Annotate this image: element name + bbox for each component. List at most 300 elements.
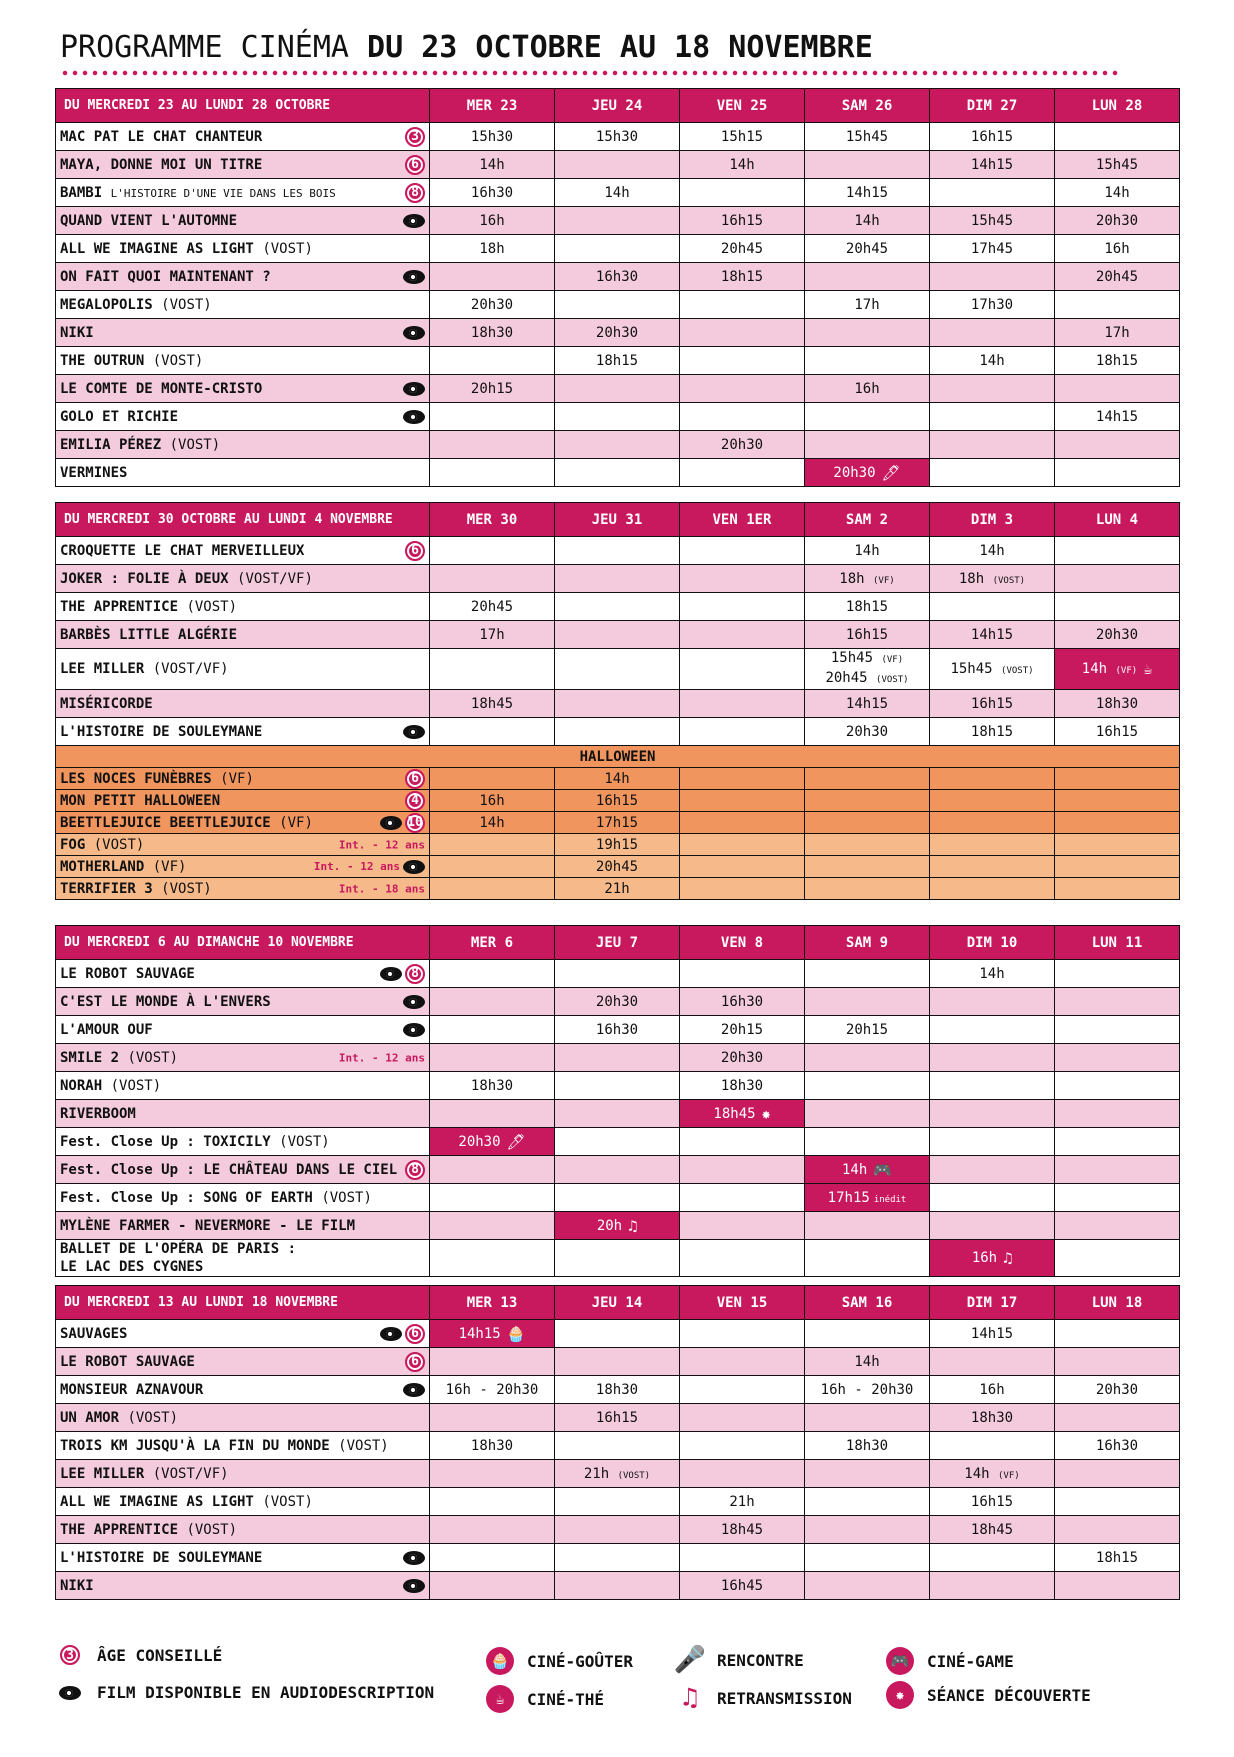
showtime-cell <box>430 1320 555 1348</box>
film-title: EMILIA PÉREZ <box>60 436 162 453</box>
showtime-cell <box>555 565 680 593</box>
film-title-cell <box>56 1016 430 1044</box>
legend-seance-decouverte-label: SÉANCE DÉCOUVERTE <box>927 1685 1091 1705</box>
showtime-cell <box>555 593 680 621</box>
film-row <box>56 459 1180 487</box>
showtime: 14h <box>1104 184 1130 201</box>
showtime-cell <box>555 878 680 900</box>
showtime-cell <box>930 1572 1055 1600</box>
age-restriction: Int. - 18 ans <box>338 882 425 895</box>
showtime-cell <box>805 812 930 834</box>
age-badge-icon: 8 <box>405 183 425 203</box>
film-title: VERMINES <box>60 464 128 481</box>
event-icon: 🎮 <box>873 1160 892 1179</box>
film-marks <box>403 270 425 284</box>
film-version: (VOST) <box>262 1493 313 1510</box>
showtime-cell <box>555 768 680 790</box>
audiodescription-eye-icon <box>403 382 425 396</box>
halloween-film-row <box>56 878 1180 900</box>
showtime-cell <box>930 403 1055 431</box>
film-marks <box>405 155 425 175</box>
film-row <box>56 431 1180 459</box>
showtime: 15h30 <box>595 128 639 145</box>
showtime-cell <box>555 1516 680 1544</box>
film-row <box>56 1128 1180 1156</box>
film-row <box>56 403 1180 431</box>
film-title: QUAND VIENT L'AUTOMNE <box>60 212 238 229</box>
showtime-cell <box>930 1432 1055 1460</box>
showtime-cell <box>1055 565 1180 593</box>
showtime-cell <box>805 347 930 375</box>
showtime-cell <box>430 1376 555 1404</box>
gamepad-icon: 🎮 <box>886 1647 914 1675</box>
film-title: MYLÈNE FARMER - NEVERMORE - LE FILM <box>60 1217 356 1234</box>
showtime: 16h <box>479 792 505 809</box>
showtime: 16h <box>479 212 505 229</box>
showtime-cell <box>1055 1156 1180 1184</box>
cupcake-icon: 🧁 <box>486 1647 514 1675</box>
film-version: (VOST) <box>110 1077 162 1094</box>
week-period: DU MERCREDI 30 OCTOBRE AU LUNDI 4 NOVEMBRE <box>56 503 430 537</box>
showtime: 20h45 <box>595 858 639 875</box>
showtime-cell <box>555 1320 680 1348</box>
showtime: 14h15 <box>845 695 889 712</box>
showtime-cell <box>680 319 805 347</box>
film-title: JOKER : FOLIE À DEUX <box>60 570 229 587</box>
showtime-cell <box>680 1100 805 1128</box>
showtime: 18h15 <box>595 352 639 369</box>
film-title: TERRIFIER 3 <box>60 880 153 897</box>
film-row <box>56 151 1180 179</box>
day-header: JEU 24 <box>555 89 680 123</box>
showtime-cell <box>430 1212 555 1240</box>
showtime-cell <box>555 263 680 291</box>
showtime: 18h15 <box>845 598 889 615</box>
showtime: 14h <box>979 542 1005 559</box>
film-title: MISÉRICORDE <box>60 695 153 712</box>
showtime-cell <box>805 649 930 690</box>
showtime-cell <box>430 1016 555 1044</box>
film-marks <box>405 1160 425 1180</box>
showtime: 20h15 <box>845 1021 889 1038</box>
film-version: (VF) <box>220 770 254 787</box>
showtime: 18h45 <box>720 1521 764 1538</box>
halloween-film-row <box>56 856 1180 878</box>
showtime: 16h45 <box>720 1577 764 1594</box>
showtime-cell <box>555 649 680 690</box>
showtime-cell <box>555 1376 680 1404</box>
film-title: BAMBI <box>60 184 103 201</box>
showtime: 16h15 <box>720 212 764 229</box>
legend-rencontre <box>675 1647 804 1673</box>
showtime-cell <box>1055 593 1180 621</box>
showtime-cell <box>430 263 555 291</box>
showtime: 14h15 <box>970 1325 1014 1342</box>
showtime-cell <box>930 1044 1055 1072</box>
film-row <box>56 1544 1180 1572</box>
halloween-film-row <box>56 768 1180 790</box>
showtime: 18h30 <box>595 1381 639 1398</box>
showtime-cell <box>805 621 930 649</box>
showtime: 17h30 <box>970 296 1014 313</box>
showtime-cell <box>430 1544 555 1572</box>
film-title: NIKI <box>60 1577 94 1594</box>
age-badge-icon: 6 <box>405 769 425 789</box>
showtime-cell <box>805 179 930 207</box>
showtime-cell <box>1055 768 1180 790</box>
showtime: 16h30 <box>595 268 639 285</box>
day-header: JEU 31 <box>555 503 680 537</box>
showtime: 20h30 <box>595 324 639 341</box>
film-marks <box>403 995 425 1009</box>
showtime: 18h15 <box>970 723 1014 740</box>
showtime: 16h15 <box>970 1493 1014 1510</box>
film-title-cell <box>56 1100 430 1128</box>
film-title-cell <box>56 1072 430 1100</box>
showtime-cell <box>930 123 1055 151</box>
film-row <box>56 263 1180 291</box>
showtime-cell <box>430 649 555 690</box>
schedule-week-table <box>55 88 1180 487</box>
showtime-cell <box>430 123 555 151</box>
film-row <box>56 960 1180 988</box>
day-header: JEU 7 <box>555 926 680 960</box>
showtime: 14h15 <box>1095 408 1139 425</box>
film-title-cell <box>56 649 430 690</box>
film-title-cell <box>56 1404 430 1432</box>
film-title-cell <box>56 1544 430 1572</box>
showtime-cell <box>805 878 930 900</box>
showtime-cell <box>680 878 805 900</box>
film-marks <box>403 1383 425 1397</box>
event-icon: ♫ <box>628 1216 638 1235</box>
showtime: 15h45 (VOST) <box>950 661 1034 677</box>
showtime: 20h30 <box>1095 626 1139 643</box>
event-icon: 🧁 <box>506 1324 526 1343</box>
legend <box>55 1645 1179 1735</box>
showtime-cell <box>805 1184 930 1212</box>
showtime: 18h30 <box>970 1409 1014 1426</box>
showtime-cell <box>680 207 805 235</box>
showtime-cell <box>805 319 930 347</box>
film-row <box>56 1348 1180 1376</box>
day-header: LUN 11 <box>1055 926 1180 960</box>
showtime-cell <box>1055 1432 1180 1460</box>
showtime-cell <box>1055 988 1180 1016</box>
showtime-cell <box>1055 179 1180 207</box>
day-header: VEN 8 <box>680 926 805 960</box>
showtime-cell <box>430 1432 555 1460</box>
audiodescription-eye-icon <box>403 214 425 228</box>
showtime-cell <box>1055 459 1180 487</box>
showtime-cell <box>1055 1404 1180 1432</box>
showtime: 16h <box>1104 240 1130 257</box>
film-title: THE APPRENTICE <box>60 598 179 615</box>
legend-age <box>55 1645 222 1665</box>
showtime-cell <box>930 1348 1055 1376</box>
showtime-cell <box>930 1516 1055 1544</box>
film-title: LE ROBOT SAUVAGE <box>60 1353 195 1370</box>
showtime-cell <box>805 263 930 291</box>
showtime: 16h <box>854 380 880 397</box>
audiodescription-eye-icon <box>403 270 425 284</box>
showtime: 14h <box>604 770 630 787</box>
day-header: DIM 3 <box>930 503 1055 537</box>
showtime-cell <box>680 1572 805 1600</box>
showtime-cell <box>680 403 805 431</box>
film-version: (VOST) <box>152 352 204 369</box>
showtime: 16h30 <box>1095 1437 1139 1454</box>
showtime-cell <box>1055 621 1180 649</box>
film-title-line: BALLET DE L'OPÉRA DE PARIS : <box>60 1241 297 1257</box>
legend-cine-game <box>885 1647 1014 1675</box>
film-marks <box>314 860 425 874</box>
showtime-cell <box>1055 1320 1180 1348</box>
showtime-cell <box>930 690 1055 718</box>
showtime-cell <box>555 151 680 179</box>
showtime-cell <box>930 812 1055 834</box>
showtime-cell <box>805 1376 930 1404</box>
film-title-cell <box>56 718 430 746</box>
showtime-cell <box>430 1156 555 1184</box>
showtime-cell <box>930 878 1055 900</box>
film-title: FOG <box>60 836 86 853</box>
showtime-cell <box>680 1376 805 1404</box>
showtime-cell <box>1055 123 1180 151</box>
legend-ad <box>55 1683 434 1702</box>
audiodescription-eye-icon <box>380 967 402 981</box>
showtime-cell <box>555 235 680 263</box>
showtime-cell <box>555 1240 680 1277</box>
music-note-icon: ♫ <box>682 1683 698 1713</box>
film-version: (VF) <box>152 858 187 875</box>
film-title-cell <box>56 1044 430 1072</box>
showtime-cell <box>805 1488 930 1516</box>
film-version: (VOST) <box>262 240 313 257</box>
film-row <box>56 988 1180 1016</box>
film-title-cell <box>56 1572 430 1600</box>
showtime-cell <box>680 649 805 690</box>
showtime: 20h45 <box>1095 268 1139 285</box>
day-header: VEN 1ER <box>680 503 805 537</box>
showtime-cell <box>430 718 555 746</box>
legend-age-label: ÂGE CONSEILLÉ <box>97 1645 223 1665</box>
showtime-cell <box>805 207 930 235</box>
showtime-cell <box>930 718 1055 746</box>
week-header-row <box>56 926 1180 960</box>
showtime-cell <box>680 790 805 812</box>
showtime-cell <box>555 1184 680 1212</box>
showtime-cell <box>930 1544 1055 1572</box>
showtime-cell <box>680 768 805 790</box>
film-title: TROIS KM JUSQU'À LA FIN DU MONDE <box>60 1437 330 1454</box>
showtime-cell <box>930 319 1055 347</box>
showtime-cell <box>555 790 680 812</box>
film-row <box>56 649 1180 690</box>
film-title-cell <box>56 1240 430 1277</box>
day-header: LUN 18 <box>1055 1286 1180 1320</box>
halloween-label: HALLOWEEN <box>56 746 1180 768</box>
showtime-cell <box>430 690 555 718</box>
day-header: LUN 28 <box>1055 89 1180 123</box>
film-row <box>56 1516 1180 1544</box>
film-row <box>56 1100 1180 1128</box>
showtime-cell <box>680 1516 805 1544</box>
showtime-cell <box>430 593 555 621</box>
showtime: 20h30 <box>1095 212 1139 229</box>
showtime-cell <box>805 1432 930 1460</box>
showtime-cell <box>430 812 555 834</box>
day-header: VEN 15 <box>680 1286 805 1320</box>
showtime-cell <box>430 1184 555 1212</box>
showtime-cell <box>805 403 930 431</box>
showtime: 20h30 <box>458 1133 501 1150</box>
showtime: 15h15 <box>720 128 764 145</box>
film-title: MEGALOPOLIS <box>60 296 153 313</box>
showtime-cell <box>1055 1128 1180 1156</box>
showtime: 14h15 <box>458 1325 501 1342</box>
showtime-cell <box>680 1460 805 1488</box>
showtime-cell <box>680 1128 805 1156</box>
film-marks <box>405 1352 425 1372</box>
week-period: DU MERCREDI 23 AU LUNDI 28 OCTOBRE <box>56 89 430 123</box>
film-title: L'HISTOIRE DE SOULEYMANE <box>60 1549 263 1566</box>
film-subtitle: L'HISTOIRE D'UNE VIE DANS LES BOIS <box>110 186 336 200</box>
film-title: MON PETIT HALLOWEEN <box>60 792 221 809</box>
event-icon: ♫ <box>1003 1249 1013 1267</box>
showtime-cell <box>1055 878 1180 900</box>
film-row <box>56 375 1180 403</box>
film-title-cell <box>56 431 430 459</box>
showtime-cell <box>805 593 930 621</box>
showtime-cell <box>430 291 555 319</box>
showtime-cell <box>680 988 805 1016</box>
microphone-icon: 🎤 <box>673 1645 707 1675</box>
age-restriction: Int. - 12 ans <box>338 1051 425 1064</box>
showtime-cell <box>805 291 930 319</box>
showtime-cell <box>430 1572 555 1600</box>
showtime: 21h <box>604 880 630 897</box>
legend-retransmission <box>675 1685 852 1711</box>
film-title-cell <box>56 1460 430 1488</box>
week-header-row <box>56 89 1180 123</box>
film-row <box>56 1460 1180 1488</box>
age-badge-icon: 6 <box>405 155 425 175</box>
showtime-cell <box>805 960 930 988</box>
film-version: (VOST) <box>93 836 145 853</box>
showtime-cell <box>1055 1240 1180 1277</box>
showtime-cell <box>1055 1460 1180 1488</box>
showtime-cell <box>805 1572 930 1600</box>
showtime: 15h45 <box>1095 156 1139 173</box>
showtime-cell <box>1055 375 1180 403</box>
showtime-cell <box>680 1348 805 1376</box>
showtime-cell <box>1055 537 1180 565</box>
showtime-cell <box>680 1212 805 1240</box>
showtime-cell <box>930 593 1055 621</box>
showtime-cell <box>430 347 555 375</box>
showtime-cell <box>430 960 555 988</box>
showtime-cell <box>555 537 680 565</box>
showtime-version: (VF) <box>873 575 895 586</box>
film-title: UN AMOR <box>60 1409 120 1426</box>
film-title: L'AMOUR OUF <box>60 1021 153 1038</box>
film-title: NIKI <box>60 324 94 341</box>
showtime-cell <box>680 565 805 593</box>
showtime: 14h15 <box>970 156 1014 173</box>
day-header: MER 23 <box>430 89 555 123</box>
audiodescription-eye-icon <box>403 725 425 739</box>
showtime-cell <box>930 291 1055 319</box>
showtime-cell <box>805 1544 930 1572</box>
showtime-cell <box>680 718 805 746</box>
film-marks <box>405 127 425 147</box>
audiodescription-eye-icon <box>403 326 425 340</box>
showtime-cell <box>805 537 930 565</box>
showtime: 20h45 (VOST) <box>825 670 909 686</box>
legend-cine-game-label: CINÉ-GAME <box>927 1651 1014 1671</box>
day-header: DIM 27 <box>930 89 1055 123</box>
showtime: 17h15 inédit <box>827 1189 907 1206</box>
halloween-film-row <box>56 790 1180 812</box>
showtime: 18h30 <box>470 1437 514 1454</box>
showtime-cell <box>930 960 1055 988</box>
showtime-cell <box>680 375 805 403</box>
showtime: 15h45 (VF) <box>830 650 904 666</box>
showtime-cell <box>680 1184 805 1212</box>
showtime-cell <box>430 1404 555 1432</box>
showtime-cell <box>680 263 805 291</box>
showtime-cell <box>1055 1072 1180 1100</box>
showtime-cell <box>1055 1376 1180 1404</box>
showtime-cell <box>930 375 1055 403</box>
film-title-cell <box>56 1212 430 1240</box>
showtime: 20h45 <box>845 240 889 257</box>
day-header: DIM 10 <box>930 926 1055 960</box>
showtime-version: (VOST) <box>1001 666 1034 676</box>
showtime-cell <box>555 856 680 878</box>
showtime-cell <box>430 1516 555 1544</box>
age-restriction: Int. - 12 ans <box>313 860 400 873</box>
film-title-cell <box>56 834 430 856</box>
film-version: (VF) <box>279 814 313 831</box>
film-row <box>56 593 1180 621</box>
showtime-cell <box>430 1240 555 1277</box>
showtime: 15h45 <box>845 128 889 145</box>
showtime-cell <box>555 718 680 746</box>
showtime-cell <box>930 1320 1055 1348</box>
showtime: 17h45 <box>970 240 1014 257</box>
showtime-cell <box>930 431 1055 459</box>
film-row <box>56 1016 1180 1044</box>
film-title: MOTHERLAND <box>60 858 145 875</box>
showtime-cell <box>930 1016 1055 1044</box>
showtime: 14h (VF) <box>964 1465 1020 1482</box>
showtime-cell <box>930 988 1055 1016</box>
showtime: 14h <box>979 352 1005 369</box>
showtime: 15h30 <box>470 128 514 145</box>
film-row <box>56 718 1180 746</box>
showtime: 18h45 <box>713 1105 756 1122</box>
showtime-cell <box>555 1044 680 1072</box>
film-title: Fest. Close Up : SONG OF EARTH <box>60 1189 313 1206</box>
showtime-cell <box>680 151 805 179</box>
audiodescription-eye-icon <box>380 816 402 830</box>
film-title-cell <box>56 812 430 834</box>
showtime-cell <box>1055 291 1180 319</box>
showtime-cell <box>430 1072 555 1100</box>
showtime: 16h - 20h30 <box>820 1381 914 1398</box>
